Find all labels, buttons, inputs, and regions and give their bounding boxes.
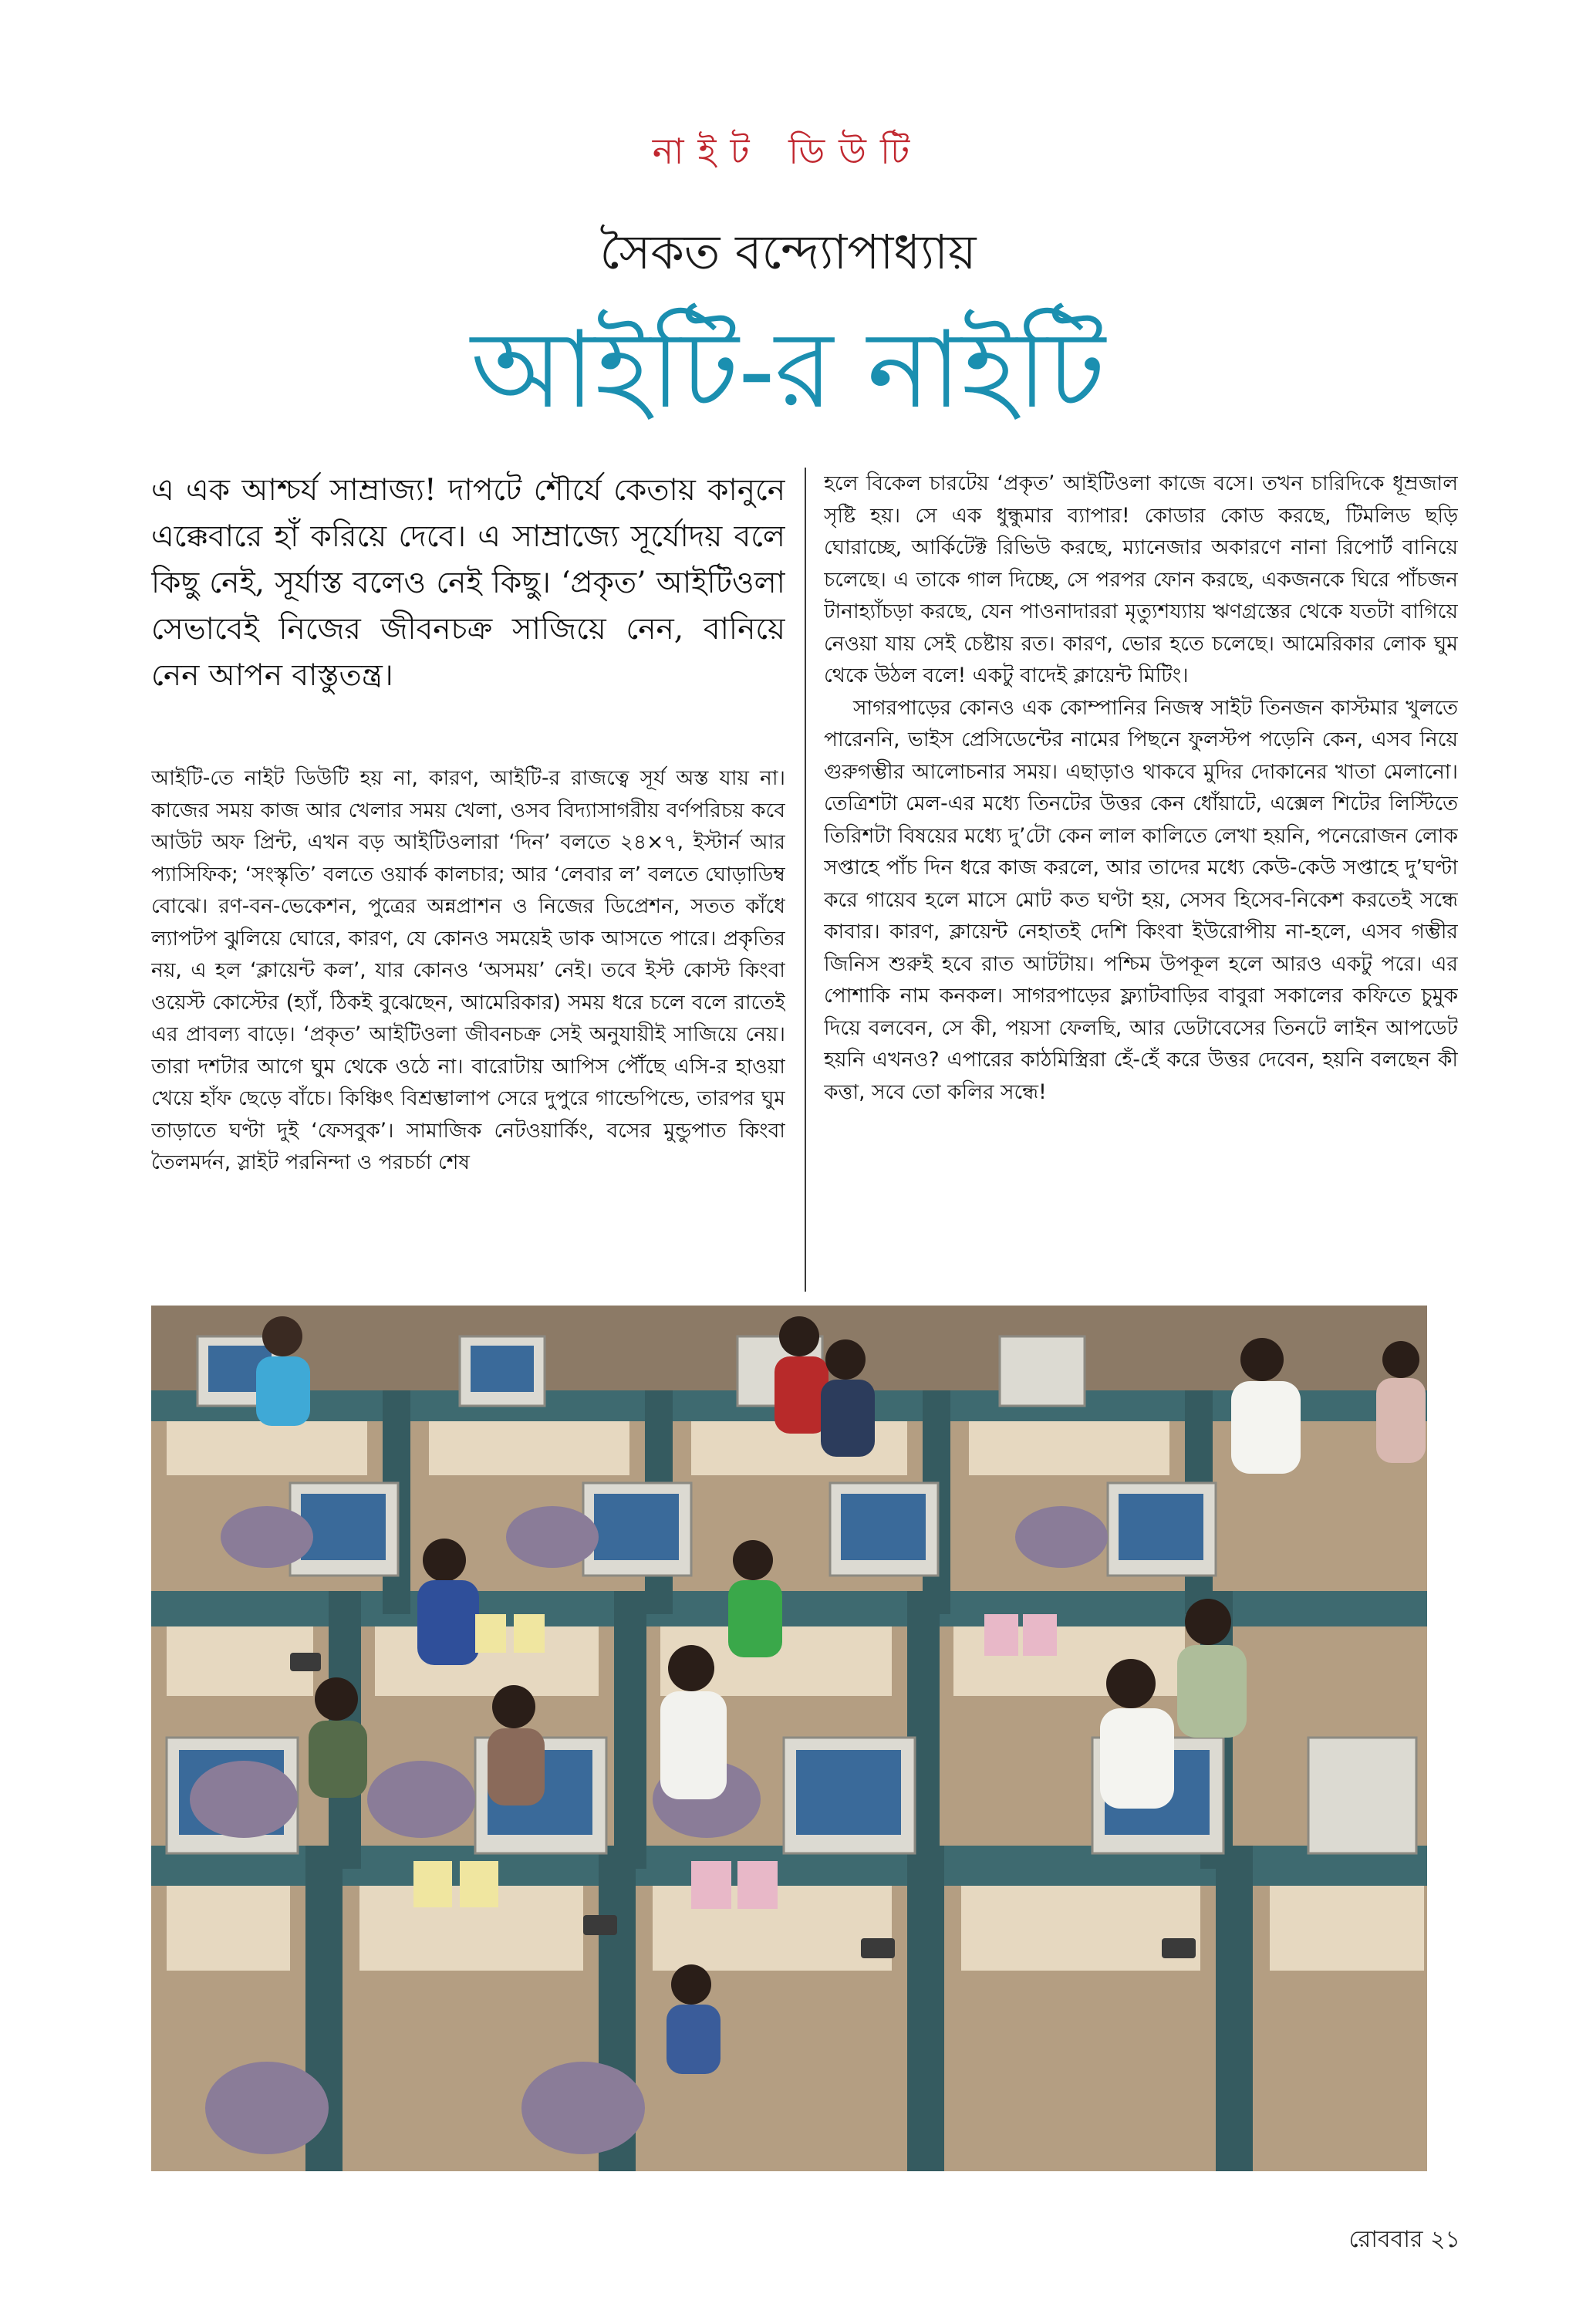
- office-cubicles-photo: [151, 1306, 1427, 2171]
- page-folio: রোববার ২১: [1348, 2226, 1460, 2253]
- left-column: [151, 468, 785, 1293]
- column-divider: [805, 468, 806, 1292]
- article-headline: আইটি-র নাইটি: [471, 308, 1105, 432]
- right-column: [824, 468, 1458, 1293]
- section-kicker: নাইট ডিউটি: [652, 130, 924, 172]
- body-paragraph-left: আইটি-তে নাইট ডিউটি হয় না, কারণ, আইটি-র রাজত্বে সূর্য অস্ত যায় না। কাজের সময় কাজ আর খেলার সময় খেলা, ওসব বিদ্যাসাগরীয় বর্ণপরিচয় কবে আউট অফ প্রিন্ট, এখন বড় আইটিওলারা ‘দিন’ বলতে ২৪×৭, ইস্টার্ন আর প্যাসিফিক; ‘সংস্কৃতি’ বলতে ওয়ার্ক কালচার; আর ‘লেবার ল’ বলতে ঘোড়াডিম্ব বোঝে। রণ-বন-ভেকেশন, পুত্রের অন্নপ্রাশন ও নিজের ডিপ্রেশন, সতত কাঁধে ল্যাপটপ ঝুলিয়ে ঘোরে, কারণ, যে কোনও সময়েই ডাক আসতে পারে। প্রকৃতির নয়, এ হল ‘ক্লায়েন্ট কল’, যার কোনও ‘অসময়’ নেই। তবে ইস্ট কোস্ট কিংবা ওয়েস্ট কোস্টের (হ্যাঁ, ঠিকই বুঝেছেন, আমেরিকার) সময় ধরে চলে বলে রাতেই এর প্রাবল্য বাড়ে। ‘প্রকৃত’ আইটিওলা জীবনচক্র সেই অনুযায়ীই সাজিয়ে নেয়। তারা দশটার আগে ঘুম থেকে ওঠে না। বারোটায় আপিস পৌঁছে এসি-র হাওয়া খেয়ে হাঁফ ছেড়ে বাঁচে। কিঞ্চিৎ বিশ্রম্ভালাপ সেরে দুপুরে গান্ডেপিন্ডে, তারপর ঘুম তাড়াতে ঘণ্টা দুই ‘ফেসবুক’। সামাজিক নেটওয়ার্কিং, বসের মুন্ডুপাত কিংবা তৈলমর্দন, স্লাইট পরনিন্দা ও পরচর্চা শেষ: [151, 766, 785, 1174]
- body-paragraph-right-2: সাগরপাড়ের কোনও এক কোম্পানির নিজস্ব সাইট তিনজন কাস্টমার খুলতে পারেননি, ভাইস প্রেসিডেন্টের নামের পিছনে ফুলস্টপ পড়েনি কেন, এসব নিয়ে গুরুগম্ভীর আলোচনার সময়। এছাড়াও থাকবে মুদির দোকানের খাতা মেলানো। তেত্রিশটা মেল-এর মধ্যে তিনটের উত্তর কেন ধোঁয়াটে, এক্সেল শিটের লিস্টিতে তিরিশটা বিষয়ের মধ্যে দু’টো কেন লাল কালিতে লেখা হয়নি, পনেরোজন লোক সপ্তাহে পাঁচ দিন ধরে কাজ করলে, আর তাদের মধ্যে কেউ-কেউ সপ্তাহে দু’ঘণ্টা করে গায়েব হলে মাসে মোট কত ঘণ্টা হয়, সেসব হিসেব-নিকেশ করতেই সন্ধে কাবার। কারণ, ক্লায়েন্ট নেহাতই দেশি কিংবা ইউরোপীয় না-হলে, এসব গম্ভীর জিনিস শুরুই হবে রাত আটটায়। পশ্চিম উপকূল হলে আরও একটু পরে। এর পোশাকি নাম কনকল। সাগরপাড়ের ফ্ল্যাটবাড়ির বাবুরা সকালের কফিতে চুমুক দিয়ে বলবেন, সে কী, পয়সা ফেলছি, আর ডেটাবেসের তিনটে লাইন আপডেট হয়নি এখনও? এপারের কাঠমিস্ত্রিরা হেঁ-হেঁ করে উত্তর দেবেন, হয়নি বলছেন কী কত্তা, সবে তো কলির সন্ধে!: [824, 695, 1458, 1104]
- author-byline: সৈকত বন্দ্যোপাধ্যায়: [599, 224, 977, 280]
- lead-paragraph: এ এক আশ্চর্য সাম্রাজ্য! দাপটে শৌর্যে কেতায় কানুনে এক্কেবারে হাঁ করিয়ে দেবে। এ সাম্রাজ্যে সূর্যোদয় বলে কিছু নেই, সূর্যাস্ত বলেও নেই কিছু। ‘প্রকৃত’ আইটিওলা সেভাবেই নিজের জীবনচক্র সাজিয়ে নেন, বানিয়ে নেন আপন বাস্তুতন্ত্র।: [151, 473, 785, 693]
- body-paragraph-right-1: হলে বিকেল চারটেয় ‘প্রকৃত’ আইটিওলা কাজে বসে। তখন চারিদিকে ধূম্রজাল সৃষ্টি হয়। সে এক ধুন্ধুমার ব্যাপার! কোডার কোড করছে, টিমলিড ছড়ি ঘোরাচ্ছে, আর্কিটেক্ট রিভিউ করছে, ম্যানেজার অকারণে নানা রিপোর্ট বানিয়ে চলেছে। এ তাকে গাল দিচ্ছে, সে পরপর ফোন করছে, একজনকে ঘিরে পাঁচজন টানাহ্যাঁচড়া করছে, যেন পাওনাদাররা মৃত্যুশয্যায় ঋণগ্রস্তের থেকে যতটা বাগিয়ে নেওয়া যায় সেই চেষ্টায় রত। কারণ, ভোর হতে চলেছে। আমেরিকার লোক ঘুম থেকে উঠল বলে! একটু বাদেই ক্লায়েন্ট মিটিং।: [824, 471, 1458, 687]
